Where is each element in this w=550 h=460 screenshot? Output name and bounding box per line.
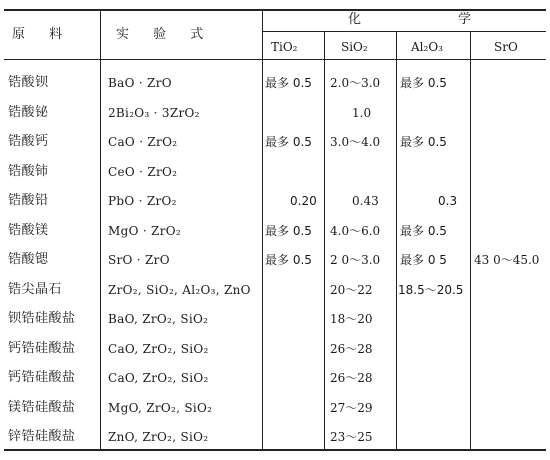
sio2-value: 2.0～3.0 [330, 76, 381, 90]
al2o3-value: 最多 0 5 [400, 253, 447, 267]
header-bottom-rule [4, 59, 546, 60]
material-name: 锆酸铋 [8, 105, 49, 120]
material-name: 钡锆硅酸盐 [8, 311, 76, 326]
material-name: 钙锆硅酸盐 [8, 370, 76, 385]
material-name: 锆酸镁 [8, 223, 49, 238]
formula: ZrO₂, SiO₂, Al₂O₃, ZnO [108, 283, 251, 297]
tio2-value: 最多 0.5 [265, 224, 312, 238]
formula: BaO · ZrO [108, 76, 172, 90]
formula: CaO, ZrO₂, SiO₂ [108, 371, 209, 385]
formula: 2Bi₂O₃ · 3ZrO₂ [108, 106, 200, 120]
sio2-value: 0.43 [352, 194, 379, 208]
sio2-value: 18～20 [330, 312, 373, 326]
header-material: 原 料 [12, 27, 73, 42]
formula: CaO · ZrO₂ [108, 135, 178, 149]
header-formula: 实 验 式 [116, 27, 214, 42]
header-chem-1: 化 [348, 12, 362, 27]
al2o3-value: 最多 0.5 [400, 76, 447, 90]
sio2-value: 20～22 [330, 283, 373, 297]
formula: BaO, ZrO₂, SiO₂ [108, 312, 209, 326]
formula: MgO · ZrO₂ [108, 224, 181, 238]
material-name: 锆酸钡 [8, 75, 49, 90]
material-name: 锌锆硅酸盐 [8, 429, 76, 444]
formula: ZnO, ZrO₂, SiO₂ [108, 430, 209, 444]
tio2-value: 0.20 [290, 194, 317, 208]
material-name: 锆酸钙 [8, 134, 49, 149]
sio2-value: 26～28 [330, 371, 373, 385]
sio2-value: 27～29 [330, 401, 373, 415]
col-divider-al2o3 [470, 32, 471, 450]
al2o3-value: 18.5～20.5 [398, 283, 464, 297]
tio2-value: 最多 0.5 [265, 253, 312, 267]
sio2-value: 1.0 [352, 106, 372, 120]
header-sio2: SiO₂ [341, 40, 368, 54]
material-name: 锆酸铈 [8, 164, 49, 179]
tio2-value: 最多 0.5 [265, 135, 312, 149]
header-al2o3: Al₂O₃ [411, 40, 443, 54]
material-name: 锆酸铅 [8, 193, 49, 208]
header-sro: SrO [494, 40, 518, 54]
material-name: 钙锆硅酸盐 [8, 341, 76, 356]
sub-header-rule [262, 31, 546, 32]
col-divider-name [100, 10, 101, 450]
material-name: 锆酸锶 [8, 252, 49, 267]
formula: CaO, ZrO₂, SiO₂ [108, 342, 209, 356]
bottom-rule [4, 449, 546, 451]
col-divider-formula [262, 10, 263, 450]
formula: PbO · ZrO₂ [108, 194, 177, 208]
sro-value: 43 0～45.0 [474, 253, 540, 267]
sio2-value: 4.0～6.0 [330, 224, 381, 238]
al2o3-value: 0.3 [438, 194, 458, 208]
formula: MgO, ZrO₂, SiO₂ [108, 401, 213, 415]
formula: SrO · ZrO [108, 253, 170, 267]
header-chem-2: 学 [458, 12, 472, 27]
sio2-value: 2 0～3.0 [330, 253, 381, 267]
tio2-value: 最多 0.5 [265, 76, 312, 90]
header-tio2: TiO₂ [271, 40, 298, 54]
formula: CeO · ZrO₂ [108, 165, 178, 179]
material-name: 锆尖晶石 [8, 282, 63, 297]
material-name: 镁锆硅酸盐 [8, 400, 76, 415]
sio2-value: 26～28 [330, 342, 373, 356]
al2o3-value: 最多 0.5 [400, 135, 447, 149]
sio2-value: 23～25 [330, 430, 373, 444]
col-divider-tio2 [324, 32, 325, 450]
al2o3-value: 最多 0.5 [400, 224, 447, 238]
sio2-value: 3.0～4.0 [330, 135, 381, 149]
top-rule [4, 9, 546, 11]
col-divider-sio2 [396, 32, 397, 450]
